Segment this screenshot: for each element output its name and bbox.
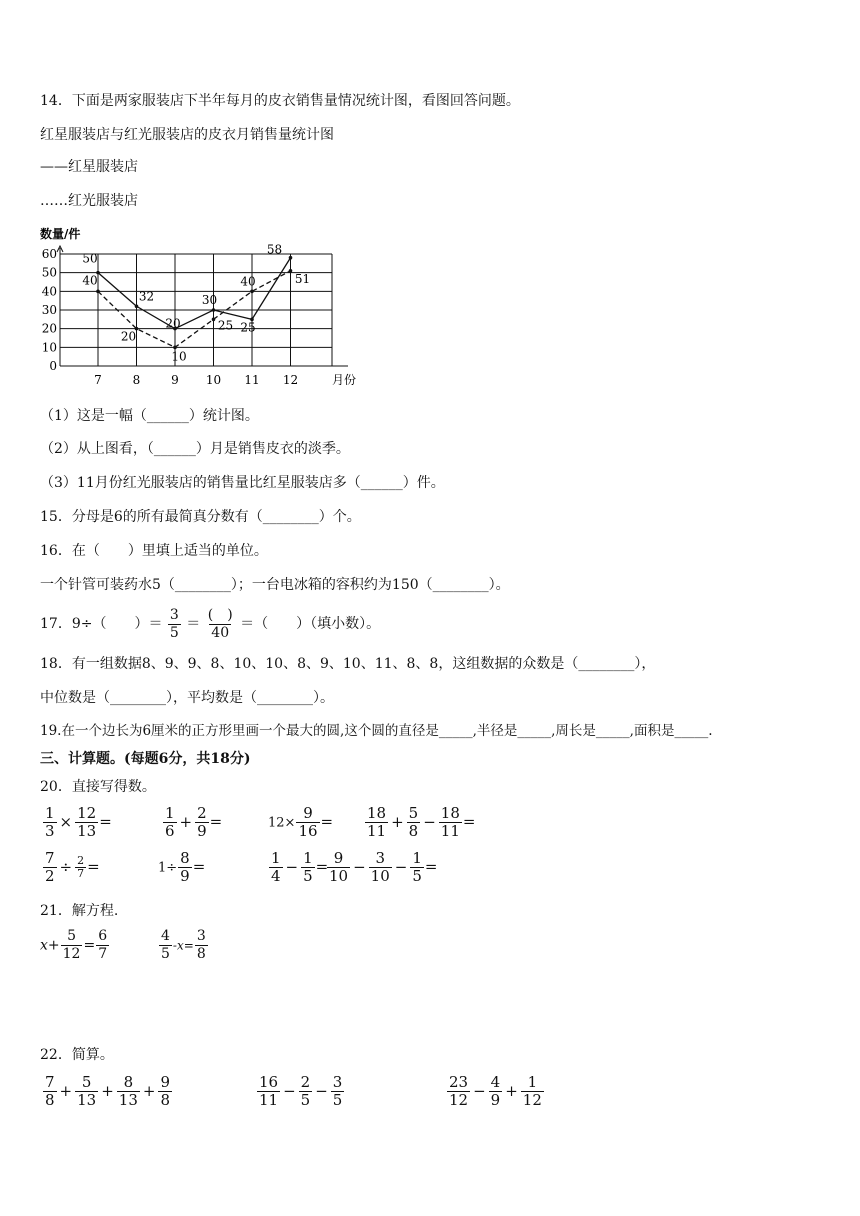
data-label: 25 bbox=[240, 320, 256, 335]
data-label: 40 bbox=[240, 274, 256, 289]
q20-expr-4: $\frac{18}{11}$ + $\frac{5}{8}$ − $\frac{18}{11}$ = bbox=[367, 804, 476, 840]
q17 bbox=[40, 604, 380, 644]
q14-sub1: （1）这是一幅（______）统计图。 bbox=[40, 408, 259, 424]
q20-expr-2: $\frac{1}{6}$ + $\frac{2}{9}$ = bbox=[165, 804, 223, 840]
q21-equation-1: x+ $\frac{5}{12}$ = $\frac{6}{7}$ bbox=[40, 928, 108, 962]
x-tick-labels bbox=[94, 373, 298, 387]
q21-equation-2: $\frac{4}{5}$ -x= $\frac{3}{8}$ bbox=[161, 928, 206, 962]
data-label: 30 bbox=[201, 293, 218, 307]
q22-expr-3: $\frac{23}{12}$ − $\frac{4}{9}$ + $\frac{1}{12}$ bbox=[449, 1073, 542, 1109]
x-axis-label: 月份 bbox=[332, 373, 357, 387]
y-tick-label: 60 bbox=[41, 247, 57, 261]
y-axis-label: 数量/件 bbox=[40, 227, 81, 241]
data-label: 50 bbox=[82, 251, 98, 266]
q20-title: 20．直接写得数。 bbox=[40, 779, 156, 795]
y-tick-label: 50 bbox=[41, 265, 57, 280]
data-point bbox=[96, 290, 100, 294]
x-tick-label: 9 bbox=[171, 373, 179, 387]
q20-expr-5: $\frac{7}{2}$ ÷ $\frac{2}{7}$ = bbox=[45, 849, 100, 885]
x-tick-label: 8 bbox=[132, 373, 141, 387]
data-label: 10 bbox=[171, 349, 187, 364]
q19: 19.在一个边长为6厘米的正方形里画一个最大的圆,这个圆的直径是_____,半径是_____,周长是_____,面积是_____. bbox=[40, 723, 713, 739]
q22-title: 22．简算。 bbox=[40, 1047, 114, 1063]
data-point bbox=[212, 308, 216, 312]
q15: 15．分母是6的所有最简真分数有（________）个。 bbox=[40, 509, 361, 525]
data-label: 40 bbox=[82, 273, 98, 288]
y-tick-label: 0 bbox=[49, 359, 57, 373]
series-line-hongxing bbox=[98, 258, 291, 329]
q20-expr-1: $\frac{1}{3}$ × $\frac{12}{13}$ = bbox=[45, 804, 112, 840]
q17-suffix: ＝（ ）（填小数）。 bbox=[240, 616, 381, 632]
q20-expr-6: 1÷ $\frac{8}{9}$ = bbox=[158, 849, 206, 885]
y-tick-label: 30 bbox=[41, 303, 57, 317]
x-tick-label: 11 bbox=[244, 373, 260, 387]
chart-series bbox=[82, 243, 310, 364]
data-label: 32 bbox=[138, 289, 155, 304]
q17-fraction-1: $\frac{3}{5}$ bbox=[169, 606, 179, 641]
q14-intro: 14．下面是两家服装店下半年每月的皮衣销售量情况统计图，看图回答问题。 bbox=[40, 93, 520, 109]
data-point bbox=[289, 256, 293, 260]
q17-equals: ＝ bbox=[186, 616, 201, 632]
x-tick-label: 12 bbox=[282, 373, 299, 387]
x-tick-label: 10 bbox=[205, 373, 222, 387]
q17-fraction-2: $\frac{( )}{40}$ bbox=[207, 606, 233, 641]
q17-prefix: 17．9÷（ ）＝ bbox=[40, 616, 163, 632]
x-tick-label: 7 bbox=[94, 373, 102, 387]
q16-line1: 16．在（ ）里填上适当的单位。 bbox=[40, 543, 268, 559]
y-tick-labels bbox=[42, 247, 57, 373]
q20-expr-7: $\frac{1}{4}$ − $\frac{1}{5}$ = bbox=[271, 849, 329, 885]
q16-line2: 一个针管可装药水5（________）；一台电冰箱的容积约为150（________）。 bbox=[40, 577, 510, 593]
chart-title: 红星服装店与红光服装店的皮衣月销售量统计图 bbox=[40, 127, 334, 143]
y-tick-label: 20 bbox=[41, 321, 57, 336]
data-label: 25 bbox=[217, 318, 234, 333]
data-label: 20 bbox=[120, 329, 137, 344]
q18-line2: 中位数是（________），平均数是（________）。 bbox=[40, 690, 334, 706]
legend-solid: ——红星服装店 bbox=[40, 159, 138, 175]
q18-line1: 18．有一组数据8、9、9、8、10、10、8、9、10、11、8、8，这组数据的众数是（________）， bbox=[40, 656, 656, 672]
legend-dashed: ……红光服装店 bbox=[40, 193, 138, 209]
data-label: 20 bbox=[165, 316, 181, 331]
data-point bbox=[135, 304, 139, 308]
q14-sub2: （2）从上图看，（______）月是销售皮衣的淡季。 bbox=[40, 441, 350, 457]
line-chart bbox=[36, 222, 376, 392]
data-label: 58 bbox=[266, 242, 283, 257]
data-label: 51 bbox=[294, 271, 311, 286]
data-point bbox=[289, 269, 293, 273]
q21-title: 21．解方程. bbox=[40, 903, 119, 919]
section-3-heading: 三、计算题。(每题6分，共18分) bbox=[40, 751, 251, 767]
data-point bbox=[212, 318, 216, 322]
y-tick-label: 40 bbox=[41, 284, 57, 299]
data-point bbox=[250, 290, 254, 294]
q20-expr-3: 12× $\frac{9}{16}$ = bbox=[268, 804, 334, 840]
q20-expr-8: $\frac{9}{10}$ − $\frac{3}{10}$ − $\frac{1}{5}$ = bbox=[329, 849, 438, 885]
y-tick-label: 10 bbox=[41, 340, 57, 355]
q22-expr-1: $\frac{7}{8}$ + $\frac{5}{13}$ + $\frac{8}{13}$ + $\frac{9}{8}$ bbox=[45, 1073, 171, 1109]
q14-sub3: （3）11月份红光服装店的销售量比红星服装店多（______）件。 bbox=[40, 475, 445, 491]
q22-expr-2: $\frac{16}{11}$ − $\frac{2}{5}$ − $\frac{3}{5}$ bbox=[259, 1073, 343, 1109]
